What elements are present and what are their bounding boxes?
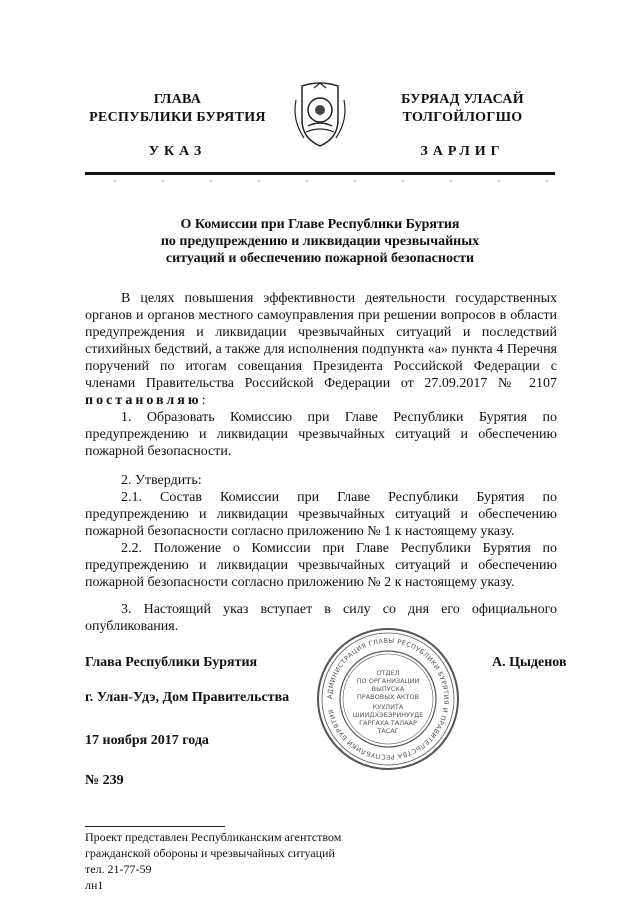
stamp-line-1: ОТДЕЛ bbox=[376, 669, 400, 677]
doc-type-left: УКАЗ bbox=[148, 144, 207, 159]
header-left-title bbox=[85, 91, 270, 127]
item-2 bbox=[85, 472, 557, 591]
item-2-1-text: 2.1. Состав Комиссии при Главе Республики Бурятия по предупреждению и ликвидации чрезвычайных ситуаций и обеспечению пожарной безопасности согласно приложению № 1 к настоящему указу. bbox=[85, 490, 557, 539]
item-2-text: 2. Утвердить: bbox=[121, 473, 202, 488]
footer-note bbox=[85, 829, 341, 877]
preamble bbox=[85, 290, 557, 409]
footer-code: лн1 bbox=[85, 878, 104, 892]
signatory-position: Глава Республики Бурятия bbox=[85, 655, 258, 670]
header-divider bbox=[85, 172, 555, 175]
footer-divider bbox=[85, 826, 225, 827]
decree-number: № 239 bbox=[85, 773, 124, 788]
header-dotted-line bbox=[85, 178, 555, 184]
preamble-text: В целях повышения эффективности деятельности государственных органов и органов местного самоуправления при решении вопросов в области предупреждения и ликвидации чрезвычайных ситуаций и последствий стихийных бедствий, а также для исполнения подпункта «а» пункта 4 Перечня поручений по итогам совещания Президента Российской Федерации с членами Правительства Российской Федерации от 27.09.2017 № 2107 bbox=[85, 291, 557, 391]
stamp-line-3: ВЫПУСКА bbox=[371, 685, 405, 693]
item-2-2-text: 2.2. Положение о Комиссии при Главе Республики Бурятия по предупреждению и ликвидации чрезвычайных ситуаций и обеспечению пожарной безопасности согласно приложению № 2 к настоящему указу. bbox=[85, 541, 557, 590]
stamp-line-4: ПРАВОВЫХ АКТОВ bbox=[356, 693, 420, 701]
item-1 bbox=[85, 409, 557, 460]
official-stamp bbox=[316, 627, 460, 771]
coat-of-arms-emblem bbox=[292, 80, 348, 148]
header-right-line1: БУРЯАД УЛАСАЙ bbox=[401, 92, 524, 107]
item-1-text: 1. Образовать Комиссию при Главе Республики Бурятия по предупреждению и ликвидации чрезвычайных ситуаций и обеспечению пожарной безопасности. bbox=[85, 410, 557, 459]
footer-line-1: Проект представлен Республиканским агентством bbox=[85, 830, 342, 844]
stamp-line-8: ТАСАГ bbox=[377, 727, 399, 735]
stamp-line-6: ШИИДХЭБЭРИНУУДЕ bbox=[352, 711, 424, 719]
stamp-line-2: ПО ОРГАНИЗАЦИИ bbox=[356, 677, 420, 685]
title-line-1: О Комиссии при Главе Республики Бурятия bbox=[180, 217, 460, 232]
stamp-ring-text: АДМИНИСТРАЦИЯ ГЛАВЫ РЕСПУБЛИКИ БУРЯТИЯ И ПРАВИТЕЛЬСТВА РЕСПУБЛИКИ БУРЯТИЯ bbox=[325, 636, 451, 762]
stamp-line-7: ГАРГАХА ТАЛААР bbox=[359, 719, 417, 727]
title-line-2: по предупреждению и ликвидации чрезвычайных bbox=[160, 234, 480, 249]
signing-date: 17 ноября 2017 года bbox=[85, 733, 209, 748]
decree-title bbox=[85, 216, 555, 267]
header-left-line2: РЕСПУБЛИКИ БУРЯТИЯ bbox=[89, 110, 266, 125]
footer-line-3: тел. 21-77-59 bbox=[85, 862, 152, 876]
item-3-text: 3. Настоящий указ вступает в силу со дня его официального опубликования. bbox=[85, 602, 557, 634]
header-right-title bbox=[370, 91, 555, 127]
stamp-line-5: КУУЛИТА bbox=[372, 703, 404, 711]
signatory-name: А. Цыденов bbox=[492, 655, 567, 670]
decree-colon: : bbox=[201, 393, 206, 408]
title-line-3: ситуаций и обеспечению пожарной безопасности bbox=[165, 251, 475, 266]
header-right-line2: ТОЛГОЙЛОГШО bbox=[402, 110, 523, 125]
signing-place: г. Улан-Удэ, Дом Правительства bbox=[85, 690, 290, 705]
decree-word: постановляю bbox=[85, 393, 202, 408]
header-left-line1: ГЛАВА bbox=[153, 92, 202, 107]
footer-line-2: гражданской обороны и чрезвычайных ситуаций bbox=[85, 846, 335, 860]
doc-type-right: ЗАРЛИГ bbox=[420, 144, 505, 159]
